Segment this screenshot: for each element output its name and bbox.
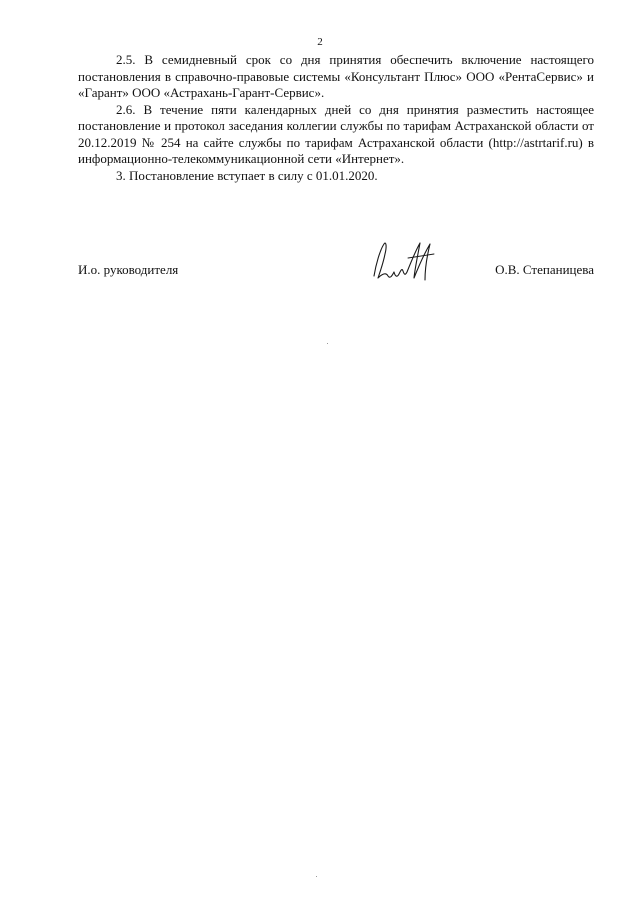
handwritten-signature (368, 238, 440, 288)
document-body (78, 52, 594, 184)
signatory-position: И.о. руководителя (78, 262, 179, 277)
scan-speck (327, 343, 328, 344)
paragraph-2-6: 2.6. В течение пяти календарных дней со дня принятия разместить настоящее постановление и протокол заседания коллегии службы по тарифам Астраханской области от 20.12.2019 № 254 на сайте службы по тарифам Астраханской области (http://astrtarif.ru) в информационно-телекоммуникационной сети «Интернет». (78, 101, 594, 166)
page-number: 2 (317, 36, 323, 48)
paragraph-3: 3. Постановление вступает в силу с 01.01.2020. (116, 167, 378, 183)
signatory-name: О.В. Степаницева (495, 262, 594, 277)
scan-speck (316, 876, 317, 877)
signature-block (78, 256, 594, 292)
paragraph-2-5: 2.5. В семидневный срок со дня принятия обеспечить включение настоящего постановления в справочно-правовые системы «Консультант Плюс» ООО «РентаСервис» и «Гарант» ООО «Астрахань-Гарант-Сервис». (78, 52, 594, 100)
